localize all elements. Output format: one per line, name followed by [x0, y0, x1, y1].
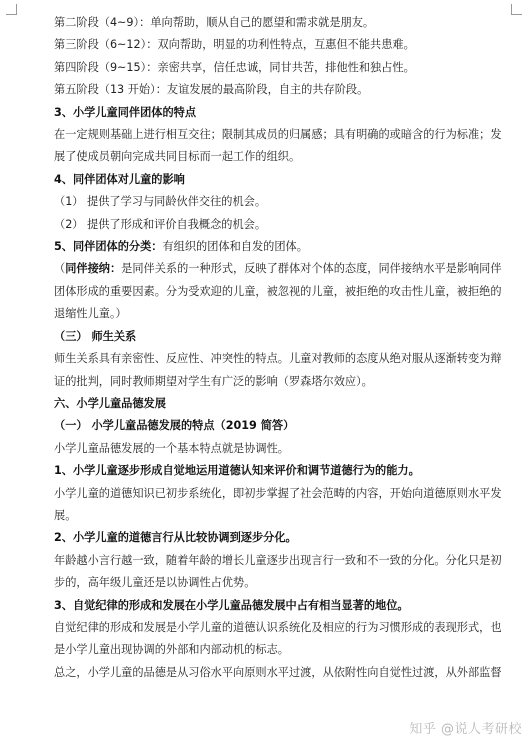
paragraph-teacher-student: 师生关系具有亲密性、反应性、冲突性的特点。儿童对教师的态度从绝对服从逐渐转变为辩证的批判，同时教师期望对学生有广泛的影响（罗森塔尔效应）。: [54, 352, 502, 388]
heading-moral-features: （一） 小学儿童品德发展的特点（2019 简答）: [54, 419, 295, 433]
paragraph-point-1: 小学儿童的道德知识已初步系统化，即初步掌握了社会范畴的内容，开始向道德原则水平发展。: [54, 486, 502, 522]
page-corner-mark-left: [6, 4, 17, 15]
stage-3-line: 第三阶段（6~12）：双向帮助，明显的功利性特点，互惠但不能共患难。: [54, 38, 415, 52]
acceptance-label: 同伴接纳：: [65, 262, 122, 276]
paragraph-summary: 总之，小学儿童的品德是从习俗水平向原则水平过渡，从依附性向自觉性过渡，从外部监督: [54, 665, 502, 679]
heading-teacher-student: （三） 师生关系: [54, 329, 137, 343]
heading-point-1: 1、小学儿童逐步形成自觉地运用道德认知来评价和调节道德行为的能力。: [54, 464, 420, 478]
watermark: 知乎 @说人考研校: [409, 722, 522, 737]
heading-peer-group-influence: 4、同伴团体对儿童的影响: [54, 172, 185, 186]
paragraph-peer-group-features: 在一定规则基础上进行相互交往；限制其成员的归属感；具有明确的或暗含的行为标准；发展了使成员朝向完成共同目标而一起工作的组织。: [54, 128, 502, 164]
classification-text: 有组织的团体和自发的团体。: [162, 240, 308, 254]
paragraph-peer-acceptance: [54, 258, 506, 325]
classification-label: 5、同伴团体的分类：: [54, 240, 163, 254]
heading-point-2: 2、小学儿童的道德言行从比较协调到逐步分化。: [54, 531, 297, 545]
paragraph-point-3: 自觉纪律的形成和发展是小学儿童的道德认识系统化及相应的行为习惯形成的表现形式，也是小学儿童出现协调的外部和内部动机的标志。: [54, 620, 502, 657]
stage-2-line: 第二阶段（4~9）：单向帮助，顺从自己的愿望和需求就是朋友。: [54, 16, 375, 29]
heading-point-3: 3、自觉纪律的形成和发展在小学儿童品德发展中占有相当显著的地位。: [54, 598, 409, 612]
heading-peer-group-features: 3、小学儿童同伴团体的特点: [54, 105, 197, 119]
open-paren: （: [54, 262, 66, 276]
stage-4-line: 第四阶段（9~15）：亲密共享，信任忠诚，同甘共苦，排他性和独占性。: [54, 60, 415, 74]
stage-5-line: 第五阶段（13 开始）：友谊发展的最高阶段，自主的共存阶段。: [54, 83, 369, 97]
heading-peer-group-classification: [54, 236, 506, 258]
influence-item-1: （1） 提供了学习与同龄伙伴交往的机会。: [54, 195, 267, 209]
document-body: [54, 12, 506, 684]
paragraph-point-2: 年龄越小言行越一致，随着年龄的增长儿童逐步出现言行一致和不一致的分化。分化只是初步的，高年级儿童还是以协调性占优势。: [54, 553, 502, 590]
paragraph-moral-basic: 小学儿童品德发展的一个基本特点就是协调性。: [54, 441, 289, 455]
acceptance-text: 是同伴关系的一种形式，反映了群体对个体的态度，同伴接纳水平是影响同伴团体形成的重要因素。分为受欢迎的儿童，被忽视的儿童，被拒绝的攻击性儿童，被拒绝的退缩性儿童。）: [54, 262, 502, 321]
page-corner-mark-right: [511, 4, 522, 15]
heading-moral-development: 六、小学儿童品德发展: [54, 396, 166, 410]
influence-item-2: （2） 提供了形成和评价自我概念的机会。: [54, 217, 267, 231]
